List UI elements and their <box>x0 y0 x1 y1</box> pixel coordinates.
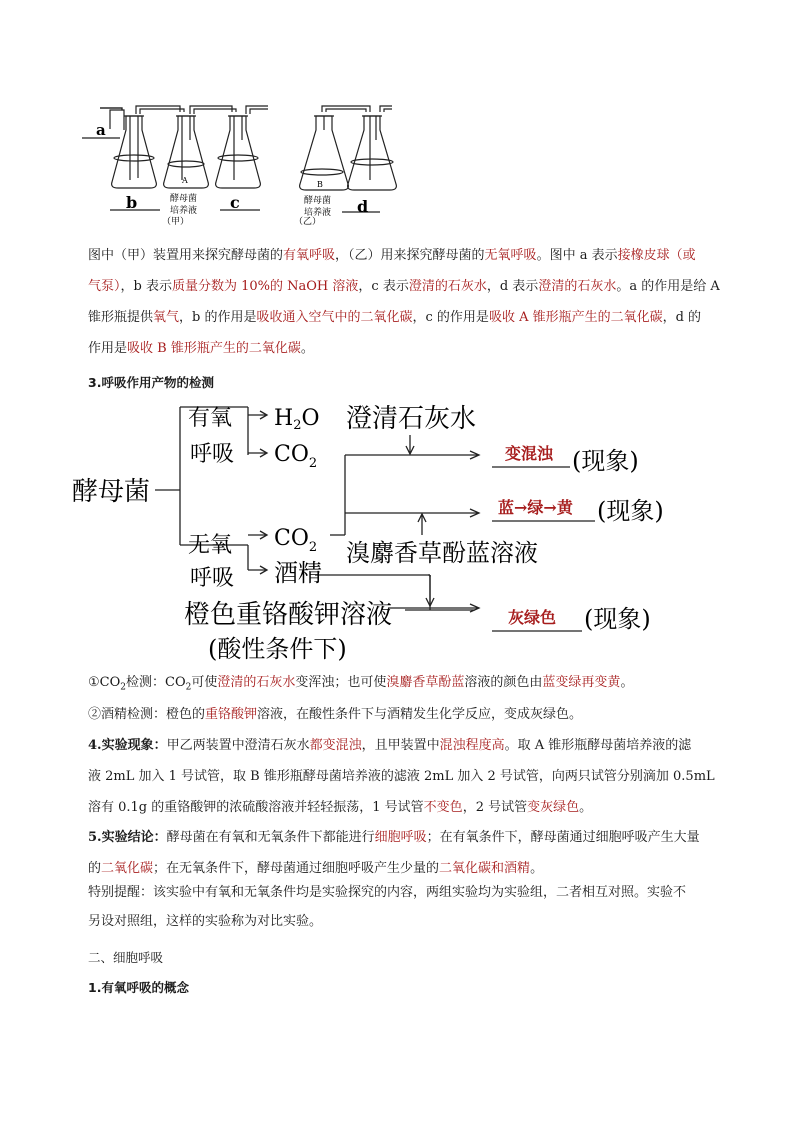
text-run: ①CO <box>88 675 121 690</box>
text-run: 混浊程度高 <box>439 738 505 753</box>
phenomenon-label-3: (现象) <box>584 605 651 633</box>
subsection1-heading: 1.有氧呼吸的概念 <box>88 980 189 995</box>
label-b: b <box>126 193 138 212</box>
text-run: ，d 表示 <box>486 279 539 294</box>
apparatus-explanation <box>88 240 728 364</box>
text-run: 有氧呼吸 <box>283 248 336 263</box>
para1-line2 <box>88 271 728 302</box>
acidic-condition-label: (酸性条件下) <box>208 635 347 663</box>
text-run: 溶有 0.1g 的重铬酸钾的浓硫酸溶液并轻轻振荡，1 号试管 <box>88 800 424 815</box>
text-run: 可使 <box>191 675 218 690</box>
text-run: 无氧呼吸 <box>484 248 537 263</box>
answer-btb: 蓝→绿→黄 <box>498 498 573 517</box>
section3-heading: 3.呼吸作用产物的检测 <box>88 375 214 390</box>
text-run: 变灰绿色 <box>527 800 580 815</box>
h2o-formula: H2O <box>274 406 320 433</box>
co2-formula-anaerobic: $CO_2$ <box>274 526 318 555</box>
para1-line3 <box>88 302 728 333</box>
text-run: 吸收 A 锥形瓶产生的二氧化碳 <box>488 310 663 325</box>
text-run: 吸收通入空气中的二氧化碳 <box>256 310 413 325</box>
text-run: ，d 的 <box>662 310 702 325</box>
text-run: 。 <box>620 675 634 690</box>
text-run: ，b 的作用是 <box>179 310 257 325</box>
culture-label-yi-2: 培养液 <box>304 208 332 218</box>
text-run: ，2 号试管 <box>462 800 528 815</box>
text-run: 检测：CO <box>126 675 186 690</box>
experiment-phenomenon <box>88 730 728 823</box>
text-run: 。取 A 锥形瓶酵母菌培养液的滤 <box>504 738 692 753</box>
alcohol-label: 酒精 <box>274 559 322 587</box>
anaerobic-label-1: 无氧 <box>188 533 233 558</box>
text-run: 氧气 <box>153 310 180 325</box>
text-run: ，（乙）用来探究酵母菌的 <box>335 248 485 263</box>
text-run: 不变色 <box>423 800 463 815</box>
text-run: 图中（甲）装置用来探究酵母菌的 <box>88 248 284 263</box>
culture-label-jia-2: 培养液 <box>170 206 198 216</box>
apparatus-figure <box>80 100 400 225</box>
dichromate-label: 橙色重铬酸钾溶液 <box>184 600 393 630</box>
text-run: 澄清的石灰水 <box>408 279 487 294</box>
section2-heading: 二、细胞呼吸 <box>88 950 164 965</box>
text-run: ，b 表示 <box>120 279 172 294</box>
text-run: 澄清的石灰水 <box>217 675 296 690</box>
text-run: 重铬酸钾 <box>205 707 258 722</box>
text-run: 。图中 a 表示 <box>536 248 618 263</box>
text-run: 2 <box>120 682 126 693</box>
text-run: 溶液的颜色由 <box>464 675 543 690</box>
note2-line <box>88 699 728 730</box>
flask-a-label: A <box>182 176 188 185</box>
caption-jia: （甲） <box>162 217 190 225</box>
label-c: c <box>230 193 240 212</box>
aerobic-label-2: 呼吸 <box>190 442 235 467</box>
limewater-label: 澄清石灰水 <box>346 404 477 434</box>
para4-line2 <box>88 761 728 792</box>
alcohol-detection-note <box>88 699 728 730</box>
para1-line1 <box>88 240 728 271</box>
anaerobic-label-2: 呼吸 <box>190 566 235 591</box>
flask-b-label: B <box>317 180 323 189</box>
text-run: 。 <box>300 341 314 356</box>
para4-line1 <box>88 730 728 761</box>
text-run: 质量分数为 10%的 NaOH 溶液 <box>171 279 359 294</box>
text-run: ，c 的作用是 <box>412 310 489 325</box>
text-run: 溴麝香草酚蓝 <box>386 675 465 690</box>
co2-formula-aerobic: $CO_2$ <box>274 442 318 471</box>
special-reminder <box>88 878 728 936</box>
text-run: ②酒精检测：橙色的 <box>88 707 206 722</box>
detection-diagram <box>70 395 680 665</box>
text-run: 作用是 <box>88 341 128 356</box>
text-run: ，c 表示 <box>358 279 409 294</box>
para1-line4 <box>88 333 728 364</box>
text-run: 变浑浊；也可使 <box>295 675 387 690</box>
text-run: 二氧化碳和酒精 <box>439 861 531 876</box>
text-run: 气泵） <box>88 279 121 294</box>
text-run: 二氧化碳 <box>101 861 154 876</box>
text-run: 。a 的作用是给 A <box>616 279 720 294</box>
text-run: 甲乙两装置中澄清石灰水 <box>166 738 310 753</box>
para5-line1 <box>88 822 728 853</box>
text-run: 2 <box>185 682 192 693</box>
phenomenon-label-1: (现象) <box>572 447 639 475</box>
btb-label: 溴麝香草酚蓝溶液 <box>346 539 538 567</box>
text-run: 。 <box>579 800 593 815</box>
text-run: ；在有氧条件下，酵母菌通过细胞呼吸产生大量 <box>426 830 700 845</box>
text-run: ；在无氧条件下，酵母菌通过细胞呼吸产生少量的 <box>153 861 440 876</box>
reminder-line1: 特别提醒：该实验中有氧和无氧条件均是实验探究的内容，两组实验均为实验组，二者相互对照。实验不 <box>88 885 687 900</box>
caption-yi: （乙） <box>294 217 322 225</box>
text-run: 5.实验结论： <box>88 830 167 845</box>
text-run: 细胞呼吸 <box>374 830 427 845</box>
text-run: 都变混浊 <box>309 738 362 753</box>
aerobic-label-1: 有氧 <box>188 406 233 431</box>
text-run: 的 <box>88 861 102 876</box>
label-d: d <box>357 197 369 216</box>
answer-limewater: 变混浊 <box>505 444 554 463</box>
text-run: 酵母菌在有氧和无氧条件下都能进行 <box>166 830 375 845</box>
text-run: 液 2mL 加入 1 号试管，取 B 锥形瓶酵母菌培养液的滤液 2mL 加入 2 号试管，向两只试管分别滴加 0.5mL <box>88 769 715 784</box>
phenomenon-label-2: (现象) <box>597 497 664 525</box>
culture-label-jia-1: 酵母菌 <box>170 194 198 204</box>
text-run: 蓝变绿再变黄 <box>542 675 621 690</box>
text-run: 4.实验现象： <box>88 738 167 753</box>
para4-line3 <box>88 792 728 823</box>
label-a: a <box>96 121 106 139</box>
experiment-conclusion <box>88 822 728 884</box>
text-run: ，且甲装置中 <box>361 738 440 753</box>
text-run: 锥形瓶提供 <box>88 310 154 325</box>
yeast-label: 酵母菌 <box>72 477 151 507</box>
culture-label-yi-1: 酵母菌 <box>304 196 332 206</box>
text-run: 澄清的石灰水 <box>538 279 617 294</box>
text-run: 溶液，在酸性条件下与酒精发生化学反应，变成灰绿色。 <box>257 707 583 722</box>
text-run: 吸收 B 锥形瓶产生的二氧化碳 <box>127 341 301 356</box>
reminder-line2: 另设对照组，这样的实验称为对比实验。 <box>88 914 323 929</box>
text-run: 接橡皮球（或 <box>617 248 696 263</box>
text-run: 。 <box>530 861 544 876</box>
answer-dichromate: 灰绿色 <box>508 608 557 627</box>
